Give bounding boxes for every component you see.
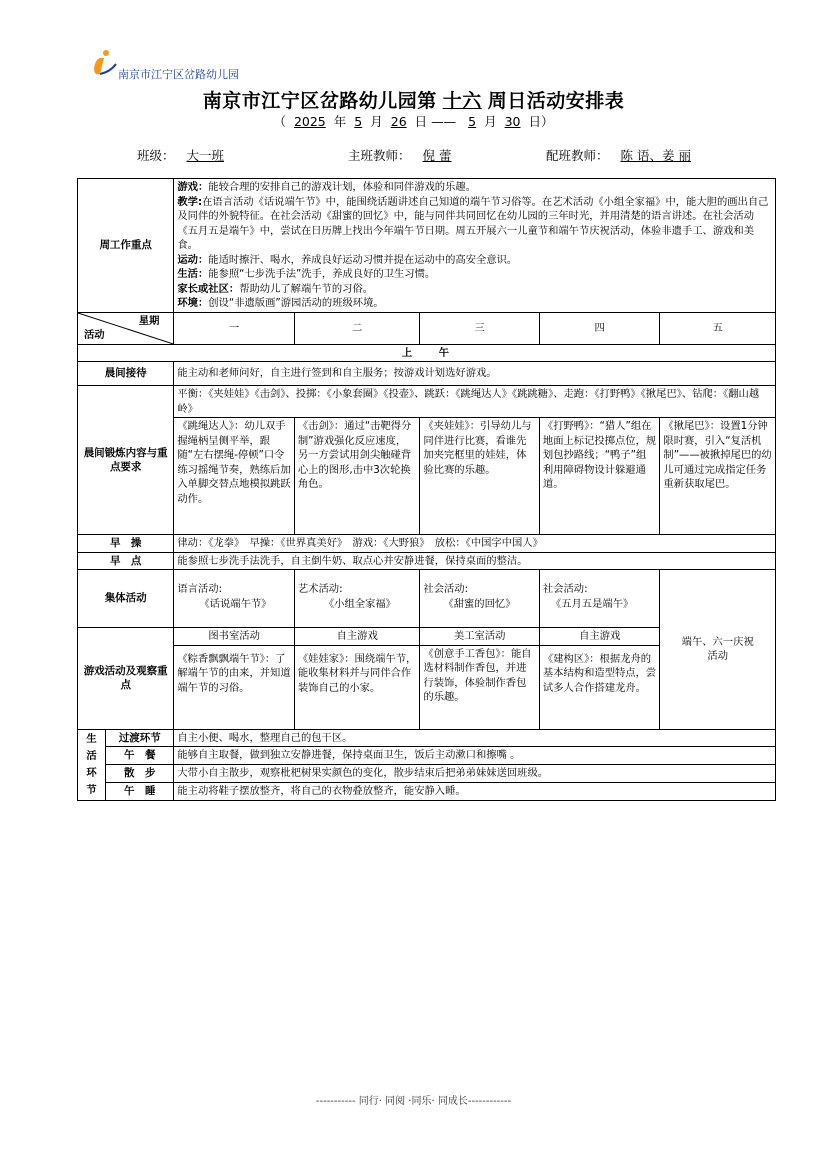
life-label-walk: 散 步	[106, 765, 174, 783]
morning-section-label: 上 午	[78, 344, 776, 362]
life-row-lunch	[78, 747, 776, 765]
group-activity-mon: 语言活动: 《话说端午节》	[174, 570, 295, 628]
exercise-days-row	[78, 418, 776, 535]
group-activity-label: 集体活动	[78, 570, 174, 628]
game-detail-tue: 《娃娃家》：围绕端午节，能收集材料并与同伴合作装饰自己的小家。	[294, 645, 420, 729]
schedule-table	[77, 178, 776, 801]
life-row-nap	[78, 782, 776, 800]
reception-content: 能主动和老师问好，自主进行签到和自主服务；按游戏计划选好游戏。	[174, 362, 776, 386]
friday-celebration: 端午、六一庆祝活动	[660, 570, 776, 730]
life-section-label: 生 活 环 节	[78, 729, 106, 800]
day-header-row	[78, 312, 776, 344]
exercise-thu: 《打野鸭》：“猎人”组在地面上标记投掷点位，规划包抄路线；“鸭子”组利用障碍物设计躲避通道。	[539, 418, 660, 535]
diagonal-header-cell: 星期 活动	[78, 312, 174, 344]
exercise-label: 晨间锻炼内容与重点要求	[78, 386, 174, 535]
day-header-thu: 四	[539, 312, 660, 344]
exercise-mon: 《跳绳达人》：幼儿双手握绳柄呈侧平举，跟随“左右摆绳-停顿”口令练习摇绳节奏，熟练后加入单脚交替点地模拟跳跃动作。	[174, 418, 295, 535]
snack-label: 早 点	[78, 552, 174, 570]
weekly-focus-label: 周工作重点	[78, 179, 174, 313]
life-label-transition: 过渡环节	[106, 729, 174, 747]
page-footer: ----------- 同行· 同阅 ·同乐· 同成长------------	[315, 1096, 512, 1107]
reception-label: 晨间接待	[78, 362, 174, 386]
game-detail-wed: 《创意手工香包》：能自选材料制作香包，并进行装饰，体验制作香包的乐趣。	[420, 645, 540, 729]
game-area-thu: 自主游戏	[539, 628, 660, 646]
head-teacher-value: 倪 蕾	[422, 148, 452, 163]
exercise-fri: 《揪尾巴》：设置1分钟限时赛，引入“复活机制”——被揪掉尾巴的幼儿可通过完成指定任务重新获取尾巴。	[660, 418, 776, 535]
group-activity-tue: 艺术活动: 《小组全家福》	[294, 570, 420, 628]
morning-exercise-row	[78, 535, 776, 553]
morning-exercise-label: 早 操	[78, 535, 174, 553]
life-label-lunch: 午 餐	[106, 747, 174, 765]
morning-section-row	[78, 344, 776, 362]
day-header-wed: 三	[420, 312, 540, 344]
day-header-tue: 二	[294, 312, 420, 344]
assistant-teacher-info: 配班教师： 陈 语、姜 丽	[546, 146, 703, 164]
logo-text: 南京市江宁区岔路幼儿园	[118, 68, 239, 81]
game-detail-thu: 《建构区》：根据龙舟的基本结构和造型特点，尝试多人合作搭建龙舟。	[539, 645, 660, 729]
class-info: 班级： 大一班	[137, 146, 236, 164]
life-content-walk: 大带小自主散步，观察枇杷树果实颜色的变化，散步结束后把弟弟妹妹送回班级。	[174, 765, 776, 783]
day-header-fri: 五	[660, 312, 776, 344]
week-number: 十六	[442, 90, 482, 112]
day-header-mon: 一	[174, 312, 295, 344]
page-title: 南京市江宁区岔路幼儿园第 十六 周日活动安排表	[202, 90, 625, 112]
life-row-walk	[78, 765, 776, 783]
exercise-summary-row	[78, 386, 776, 418]
assistant-teacher-value: 陈 语、姜 丽	[620, 148, 691, 163]
weekly-focus-row	[78, 179, 776, 313]
date-range: （ 2025 年 5 月 26 日 —— 5 月 30 日）	[273, 114, 554, 129]
class-value: 大一班	[186, 148, 225, 163]
snack-row	[78, 552, 776, 570]
life-content-lunch: 能够自主取餐，做到独立安静进餐，保持桌面卫生，饭后主动漱口和擦嘴 。	[174, 747, 776, 765]
life-content-nap: 能主动将鞋子摆放整齐，将自己的衣物叠放整齐，能安静入睡。	[174, 782, 776, 800]
life-row-transition	[78, 729, 776, 747]
exercise-summary: 平衡：《夹娃娃》《击剑》、投掷：《小象套圈》《投壶》、跳跃：《跳绳达人》《跳跳糖》、走跑：《打野鸭》《揪尾巴》、钻爬：《翻山越岭》	[174, 386, 776, 418]
game-detail-mon: 《粽香飘飘端午节》：了解端午节的由来，并知道端午节的习俗。	[174, 645, 295, 729]
group-activity-wed: 社会活动: 《甜蜜的回忆》	[420, 570, 540, 628]
exercise-wed: 《夹娃娃》：引导幼儿与同伴进行比赛，看谁先加夹完框里的娃娃，体验比赛的乐趣。	[420, 418, 540, 535]
life-content-transition: 自主小便、喝水，整理自己的包干区。	[174, 729, 776, 747]
reception-row	[78, 362, 776, 386]
game-area-mon: 图书室活动	[174, 628, 295, 646]
game-area-tue: 自主游戏	[294, 628, 420, 646]
group-activity-row	[78, 570, 776, 628]
game-activity-label: 游戏活动及观察重点	[78, 628, 174, 730]
life-label-nap: 午 睡	[106, 782, 174, 800]
exercise-tue: 《击剑》：通过“击靶得分制”游戏强化反应速度，另一方尝试用剑尖触碰背心上的图形,击中3次轮换角色。	[294, 418, 420, 535]
weekly-focus-content: 游戏：能较合理的安排自己的游戏计划，体验和同伴游戏的乐趣。 教学:在语言活动《话说端午节》中，能围绕话题讲述自己知道的端午节习俗等。在艺术活动《小组全家福》中，能大胆的画出自己及同伴的外貌特征。在社会活动《甜蜜的回忆》中，能与同伴共同回忆在幼儿园的三年时光，并用清楚的语言讲述。在社会活动《五月五是端午》中，尝试在日历牌上找出今年端午节日期。周五开展六一儿童节和端午节庆祝活动，体验非遗手工、游戏和美食。 运动：能适时擦汗、喝水，养成良好运动习惯并提在运动中的高安全意识。 生活：能参照“七步洗手法”洗手，养成良好的卫生习惯。 家长或社区：帮助幼儿了解端午节的习俗。 环境：创设“非遗版画”游园活动的班级环境。	[174, 179, 776, 313]
group-activity-thu: 社会活动: 《五月五是端午》	[539, 570, 660, 628]
snack-content: 能参照七步洗手法洗手，自主倒牛奶、取点心并安静进餐，保持桌面的整洁。	[174, 552, 776, 570]
game-area-wed: 美工室活动	[420, 628, 540, 646]
head-teacher-info: 主班教师： 倪 蕾	[348, 146, 464, 164]
morning-exercise-content: 律动：《龙拳》 早操：《世界真美好》 游戏：《大野狼》 放松：《中国字中国人》	[174, 535, 776, 553]
